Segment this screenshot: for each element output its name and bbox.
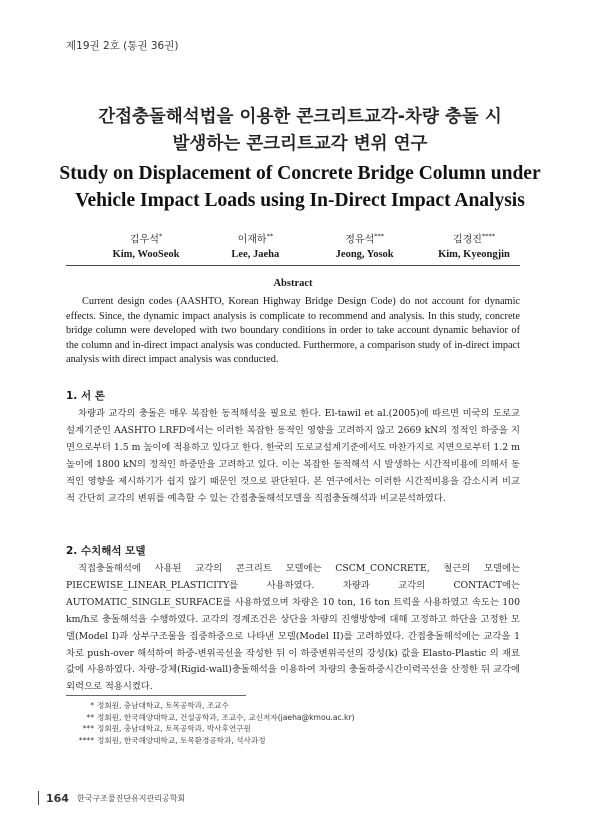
korean-title (40, 104, 560, 158)
footnote-text: 정회원, 한국해양대학교, 토목환경공학과, 석사과정 (97, 735, 266, 745)
footer-bar (38, 791, 39, 805)
footnote-mark: **** (78, 735, 94, 745)
footnote-text: 정회원, 충남대학교, 토목공학과, 박사후연구원 (97, 724, 251, 734)
author (100, 228, 192, 262)
affiliation-mark: *** (374, 232, 385, 240)
section-heading-introduction: 1. 서 론 (66, 390, 105, 402)
footnote (78, 723, 355, 735)
author-name-en: Lee, Jaeha (231, 249, 280, 261)
english-title-line: Vehicle Impact Loads using In-Direct Impact Analysis (75, 190, 525, 211)
footnote-mark: * (90, 701, 94, 710)
author-name-en: Kim, WooSeok (112, 249, 180, 261)
section-heading-numerical-model: 2. 수치해석 모델 (66, 545, 146, 557)
page-footer (38, 791, 185, 805)
journal-name: 한국구조물진단유지관리공학회 (76, 793, 186, 803)
affiliation-mark: * (158, 232, 163, 240)
author-name-en: Jeong, Yosok (335, 249, 394, 261)
footnote (78, 735, 355, 747)
korean-title-line: 발생하는 콘크리트교각 변위 연구 (172, 134, 428, 154)
affiliation-mark: **** (481, 232, 495, 240)
footnote-mark: ** (86, 712, 94, 722)
author-name-ko: 김우석* (129, 232, 163, 246)
section-body-numerical-model: 직접충돌해석에 사용된 교각의 콘크리트 모델에는 CSCM_CONCRETE, 철근의 모델에는 PIECEWISE_LINEAR_PLASTICITY를 사용하였다. 차량과 교각의 CONTACT에는 AUTOMATIC_SINGLE_SURFACE를 사용하였으며 차량은 10 ton, 16 ton 트럭을 사용하였고 속도는 100 km/h로 충돌해석을 수행하였다. 교각의 경계조건은 상단을 차량의 진행방향에 대해 고정하고 하단을 고정한 모델(Model I)과 상부구조물을 집중하중으로 나타낸 모델(Model II)를 고려하였다. 간접충돌해석에는 교각을 1차로 push-over 해석하여 하중-변위곡선을 작성한 뒤 이 하중변위곡선의 강성(k) 값을 Elasto-Plastic 의 재료값에 사용하였다. 차량-강체(Rigid-wall)충돌해석을 이용하여 차량의 충돌하중시간이력곡선을 산정한 뒤 교각에 외력으로 적용시켰다. (66, 563, 520, 693)
affiliation-mark: ** (266, 232, 274, 240)
footnote-divider (66, 695, 246, 696)
author-name-en: Kim, Kyeongjin (438, 249, 510, 261)
abstract-heading: Abstract (273, 278, 313, 289)
footnote-text: 정회원, 한국해양대학교, 건설공학과, 조교수, 교신저자(jaeha@kmou.ac.kr) (97, 712, 355, 722)
author-name-ko: 김경진**** (452, 232, 495, 246)
english-title (40, 160, 560, 214)
author (209, 228, 301, 262)
running-head: 제19권 2호 (통권 36권) (66, 40, 179, 52)
korean-title-line: 간접충돌해석법을 이용한 콘크리트교각-차량 충돌 시 (98, 107, 502, 127)
english-title-line: Study on Displacement of Concrete Bridge Column under (59, 163, 541, 184)
abstract-text: Current design codes (AASHTO, Korean Highway Bridge Design Code) do not account for dynamic effects. Since, the dynamic impact analysis is complicate to recommend and analysis. In this study, concrete bridge column were developed with two boundary conditions in order to take account dynamic behavior of the column and in-direct impact analysis was conducted. Furthermore, a comparison study of in-direct impact analysis with direct impact analysis was conducted. (66, 296, 520, 366)
author (319, 228, 411, 262)
author (428, 228, 520, 262)
author-list (100, 228, 520, 262)
footnote-text: 정회원, 충남대학교, 토목공학과, 조교수 (97, 701, 229, 710)
footnote-list (78, 700, 355, 746)
page-number: 164 (46, 791, 69, 805)
author-name-ko: 이재하** (237, 232, 274, 246)
footnote (78, 712, 355, 724)
footnote (78, 700, 355, 712)
author-name-ko: 정유석*** (345, 232, 385, 246)
section-body-introduction: 차량과 교각의 충돌은 매우 복잡한 동적해석을 필요로 한다. El-tawil et al.(2005)에 따르면 미국의 도로교설계기준인 AASHTO LRFD에서는 이러한 복잡한 동적인 영향을 고려하지 않고 2669 kN의 정적인 하중을 지면으로부터 1.5 m 높이에 적용하고 있다고 한다. 한국의 도로교설계기준에서도 마찬가지로 지면으로부터 1.2 m 높이에 1800 kN의 정적인 하중만을 고려하고 있다. 이는 복잡한 동적해석 시 발생하는 시간적비용에 의해서 동적인 영향을 제시하기가 쉽지 않기 때문인 것으로 판단된다. 본 연구에서는 이러한 시간적비용을 감소시켜 비교적 간단히 교각의 변위를 예측할 수 있는 간접충돌해석모델을 직접충돌해석과 비교분석하였다. (66, 408, 520, 504)
footnote-mark: *** (82, 724, 94, 734)
header-divider (66, 265, 520, 266)
